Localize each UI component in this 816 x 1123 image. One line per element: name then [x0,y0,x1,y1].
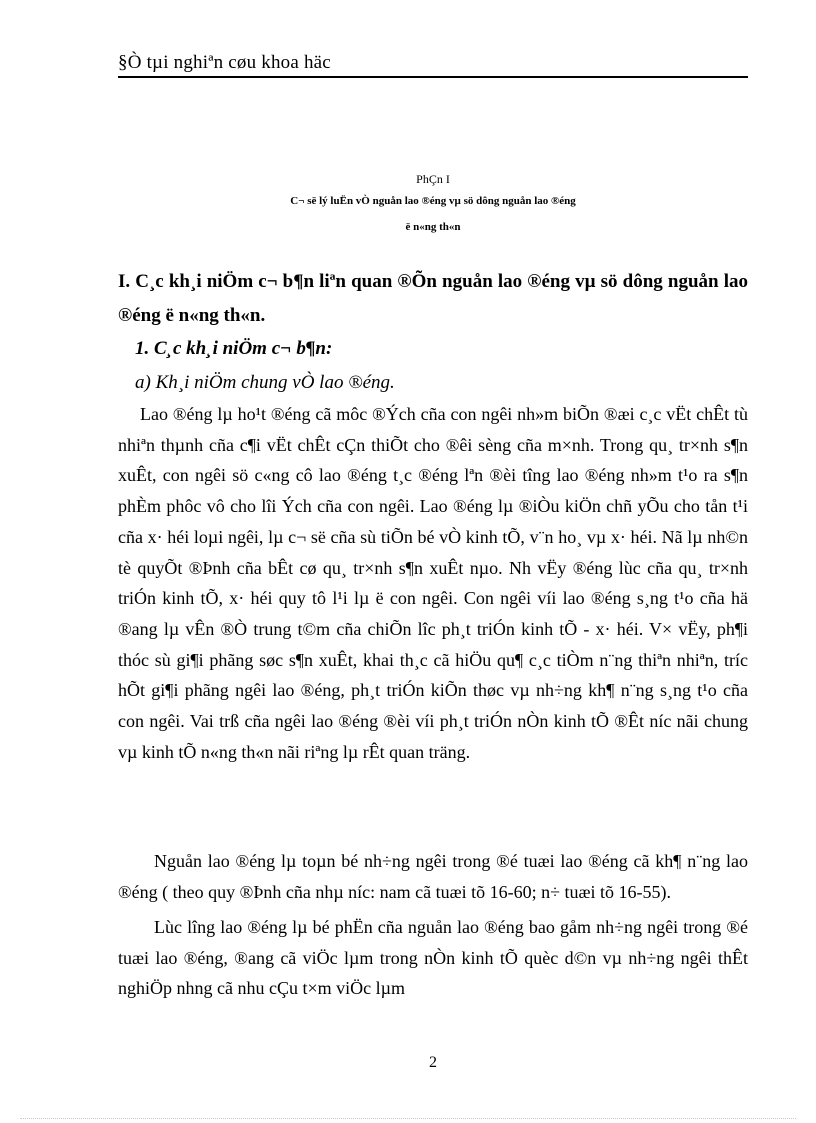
paragraph: Nguån lao ®éng lµ toµn bé nh÷ng ngêi trong ®é tuæi lao ®éng cã kh¶ n¨ng lao ®éng ( theo quy ®Þnh cña nhµ níc: nam cã tuæi tõ 16-60; n÷ tuæi tõ 16-55). [118,851,748,902]
paragraph-block-1 [118,399,748,767]
page-number: 2 [429,1054,437,1071]
subsection-heading: 1. C¸c kh¸i niÖm c¬ b¶n: [135,338,333,359]
page-edge-dotted-line [20,1118,796,1119]
running-header: §Ò tµi nghiªn cøu khoa häc [118,52,331,73]
subsubsection-heading: a) Kh¸i niÖm chung vÒ lao ®éng. [135,372,395,393]
part-label: PhÇn I [416,172,450,186]
part-title-line1: C¬ së lý luËn vÒ nguån lao ®éng vµ sö dông nguån lao ®éng [290,195,576,207]
paragraph: Lao ®éng lµ ho¹t ®éng cã môc ®Ých cña con ngêi nh»m biÕn ®æi c¸c vËt chÊt tù nhiªn thµnh cña c¶i vËt chÊt cÇn thiÕt cho ®êi sèng cña m×nh. Trong qu¸ tr×nh s¶n xuÊt, con ngêi sö c«ng cô lao ®éng t¸c ®éng lªn ®èi tîng lao ®éng nh»m t¹o ra s¶n phÈm phôc vô cho lîi Ých cña con ngêi. Lao ®éng lµ ®iÒu kiÖn chñ yÕu cho tån t¹i cña x· héi loµi ngêi, lµ c¬ së cña sù tiÕn bé vÒ kinh tÕ, v¨n ho¸ vµ x· héi. Nã lµ nh©n tè quyÕt ®Þnh cña bÊt cø qu¸ tr×nh s¶n xuÊt nµo. Nh vËy ®éng lùc cña qu¸ tr×nh triÓn kinh tÕ, x· héi quy tô l¹i lµ ë con ngêi. Con ngêi víi lao ®éng s¸ng t¹o cña hä ®ang lµ vÊn ®Ò trung t©m cña chiÕn lîc ph¸t triÓn kinh tÕ - x· héi. V× vËy, ph¶i thóc sù gi¶i phãng søc s¶n xuÊt, khai th¸c cã hiÖu qu¶ c¸c tiÒm n¨ng thiªn nhiªn, tríc hÕt gi¶i phãng ngêi lao ®éng, ph¸t triÓn kiÕn thøc vµ nh÷ng kh¶ n¨ng s¸ng t¹o cña con ngêi. Vai trß cña ngêi lao ®éng ®èi víi ph¸t triÓn nÒn kinh tÕ ®Êt níc nãi chung vµ kinh tÕ n«ng th«n nãi riªng lµ rÊt quan träng. [118,404,748,762]
header-rule [118,76,748,78]
paragraph-block-3 [118,912,748,1004]
paragraph-block-2 [118,846,748,907]
part-title-line2: ë n«ng th«n [405,221,461,233]
section-heading: I. C¸c kh¸i niÖm c¬ b¶n liªn quan ®Õn nguån lao ®éng vµ sö dông nguån lao ®éng ë n«ng th«n. [118,271,748,326]
paragraph: Lùc lîng lao ®éng lµ bé phËn cña nguån lao ®éng bao gåm nh÷ng ngêi trong ®é tuæi lao ®éng, ®ang cã viÖc lµm trong nÒn kinh tÕ quèc d©n vµ nh÷ng ngêi thÊt nghiÖp nhng cã nhu cÇu t×m viÖc lµm [118,917,748,999]
